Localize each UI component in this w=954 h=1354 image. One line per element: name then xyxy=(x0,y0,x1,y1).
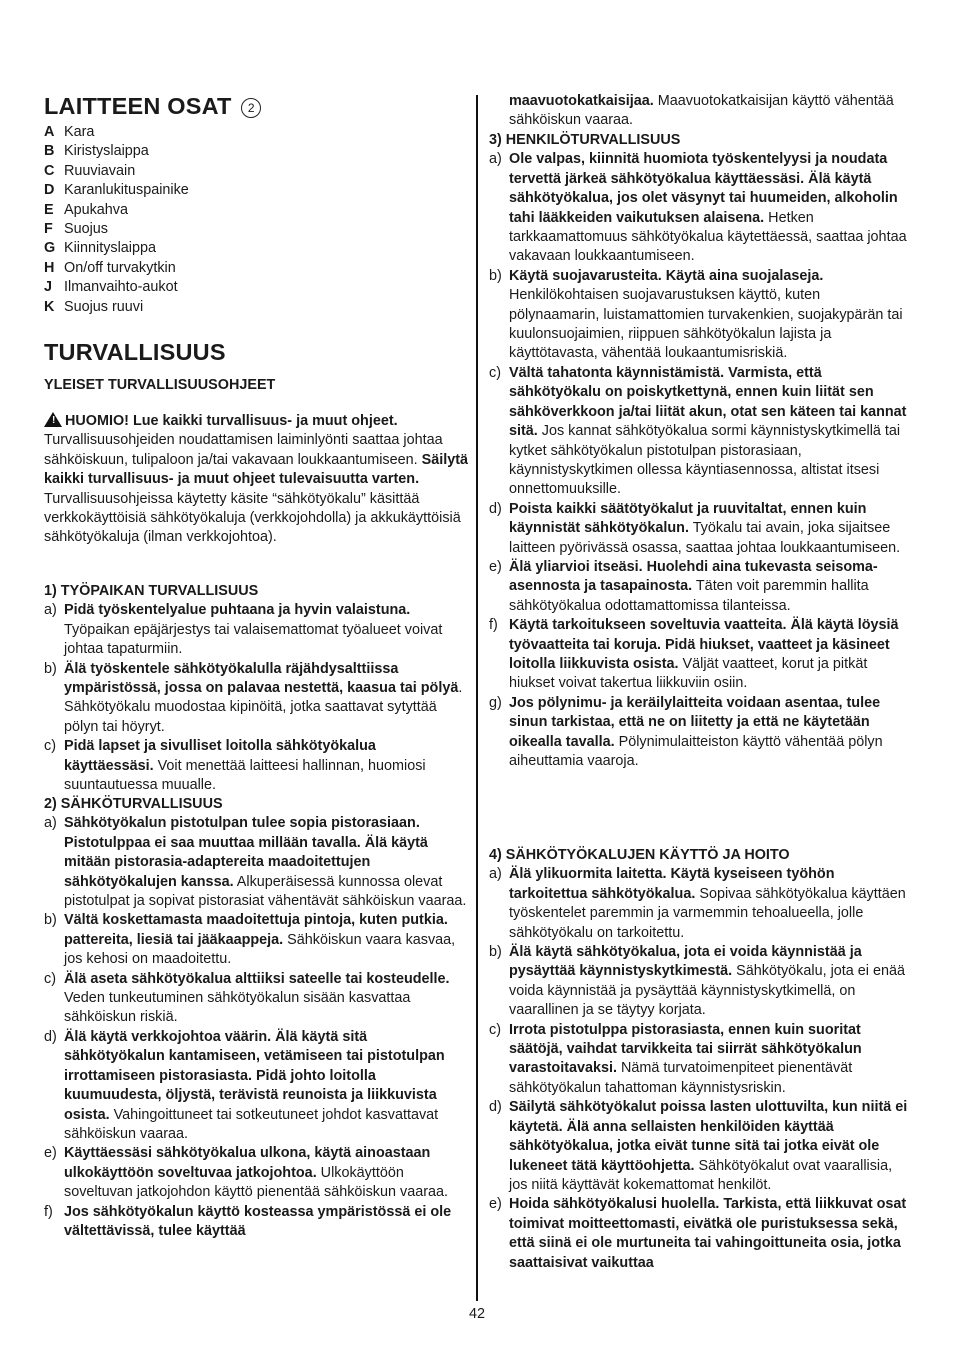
item-bold: Pidä työskentelyalue puhtaana ja hyvin valaistuna. xyxy=(64,602,411,619)
item-plain: Väljät vaatteet, korut ja pitkät hiukset voivat takertua liikkuviin osiin. xyxy=(509,655,868,692)
part-label: Kiristyslaippa xyxy=(64,143,149,160)
item-text xyxy=(64,814,468,911)
item-text xyxy=(64,970,468,1028)
item-bold: Vältä koskettamasta maadoitettuja pintoja, kuten putkia. pattereita, liesiä tai jääkaappeja. xyxy=(64,912,448,948)
item-text xyxy=(509,943,911,1021)
list-item xyxy=(44,1028,468,1144)
part-label: Karanlukituspainike xyxy=(64,182,189,199)
item-letter: f) xyxy=(44,1203,53,1220)
item-bold: Sähkötyökalun pistotulpan tulee sopia pistorasiaan. Pistotulppaa ei saa muuttaa millään tavalla. Älä käytä mitään pistorasia-adaptereita maadoitettujen sähkötyökalujen kanssa. xyxy=(64,815,428,890)
item-letter: b) xyxy=(489,267,502,284)
list-item xyxy=(489,1021,911,1099)
part-label: Kiinnityslaippa xyxy=(64,240,156,257)
part-label: Suojus ruuvi xyxy=(64,298,144,315)
part-item xyxy=(44,278,189,297)
item-letter: a) xyxy=(489,151,502,168)
section-heading: 1) TYÖPAIKAN TURVALLISUUS xyxy=(44,583,259,599)
list-item xyxy=(489,616,911,694)
list-item xyxy=(489,364,911,500)
item-bold: Älä käytä sähkötyökalua, jota ei voida käynnistää ja pysäyttää käynnistyskytkimestä. xyxy=(509,944,862,980)
part-key: B xyxy=(44,143,55,160)
laitteen-title-text: LAITTEEN OSAT xyxy=(44,93,232,119)
list-item xyxy=(489,558,911,616)
item-bold: Säilytä sähkötyökalut poissa lasten ulottuvilta, kun niitä ei käytetä. Älä anna sellaisten henkilöiden käyttää sähkötyökalua, jotka eivät tunne sitä tai jotka eivät ole lukeneet tätä käyttöohjetta. xyxy=(509,1099,908,1174)
item-text xyxy=(64,737,468,795)
list-item xyxy=(489,943,911,1021)
item-letter: e) xyxy=(44,1145,57,1162)
list-item xyxy=(44,970,468,1028)
item-text xyxy=(64,1028,468,1144)
item-bold: Älä käytä verkkojohtoa väärin. Älä käytä sitä sähkötyökalun kantamiseen, vetämiseen tai pistotulpan irrottamiseen pistorasiasta. Pidä johto loitolla kuumuudesta, öljystä, terävistä reunoista ja liikkuvista osista. xyxy=(64,1028,445,1123)
list-item xyxy=(44,660,468,738)
warning-text: Turvallisuusohjeiden noudattamisen laiminlyönti saattaa johtaa sähköiskuun, tulipaloon ja/tai vakavaan loukkaantumiseen. xyxy=(44,432,443,468)
item-bold: Älä ylikuormita laitetta. Käytä kyseiseen työhön tarkoitettua sähkötyökalua. xyxy=(509,866,835,902)
item-bold: Ole valpas, kiinnitä huomiota työskentelyysi ja noudata tervettä järkeä sähkötyökalua käyttäessäsi. Älä käytä sähkötyökalua, jos olet väsynyt tai huumeiden, alkoholin tahi lääkkeiden vaikutuksen alaisena. xyxy=(509,151,898,226)
part-key: A xyxy=(44,124,55,140)
part-key: F xyxy=(44,220,53,237)
item-letter: a) xyxy=(44,602,57,619)
item-bold: Jos pölynimu- ja keräilylaitteita voidaan asentaa, tulee sinun tarkistaa, että ne on liitetty ja että ne käytetään oikealla tavalla. xyxy=(509,694,881,750)
list-item xyxy=(44,911,468,969)
part-item xyxy=(44,181,189,200)
part-item xyxy=(44,142,189,161)
item-text xyxy=(509,267,911,364)
part-key: K xyxy=(44,298,55,315)
warning-icon: ! xyxy=(44,412,62,427)
section-title-turvallisuus: TURVALLISUUS xyxy=(44,339,226,365)
part-item xyxy=(44,220,189,239)
item-text xyxy=(509,616,911,694)
part-key: C xyxy=(44,162,55,179)
item-text xyxy=(509,1098,911,1195)
item-plain: Alkuperäisessä kunnossa olevat pistotulpat ja sopivat pistorasiat vähentävät sähköiskun vaaraa. xyxy=(64,873,467,910)
item-letter: d) xyxy=(489,1099,502,1116)
list-item xyxy=(44,601,468,659)
item-letter: a) xyxy=(489,866,502,883)
item-text xyxy=(509,694,911,772)
part-item xyxy=(44,123,189,142)
item-bold: Käytä suojavarusteita. Käytä aina suojalaseja. xyxy=(509,267,824,284)
item-plain: Pölynimulaitteiston käyttö vähentää pölyn aiheuttamia vaaroja. xyxy=(509,733,883,769)
item-plain: Työkalu tai avain, joka sijaitsee laitteen pyörivässä osassa, saattaa johtaa loukkaantumiseen. xyxy=(509,520,901,556)
part-item xyxy=(44,259,189,278)
item-text xyxy=(64,660,468,738)
continued-bold: maavuotokatkaisijaa. xyxy=(509,93,654,109)
item-plain: Sopivaa sähkötyökalua käyttäen työskentelet paremmin ja varmemmin tehoalueella, jolle sähkötyökalu on tarkoitettu. xyxy=(509,885,906,941)
part-item xyxy=(44,298,189,317)
part-label: Apukahva xyxy=(64,201,129,218)
list-item xyxy=(489,865,911,943)
section-electrical-safety xyxy=(44,795,468,1241)
continued-plain: Maavuotokatkaisijan käyttö vähentää sähköiskun vaaraa. xyxy=(509,93,894,129)
item-text xyxy=(509,500,911,558)
list-item xyxy=(489,694,911,772)
item-text xyxy=(64,911,468,969)
section-tool-use xyxy=(489,846,911,1273)
item-letter: e) xyxy=(489,558,502,575)
item-bold: Irrota pistotulppa pistorasiasta, ennen kuin suoritat säätöjä, vaihdat tarvikkeita tai siirrät sähkötyökalun varastoitavaksi. xyxy=(509,1021,862,1077)
warning-bold: HUOMIO! Lue kaikki turvallisuus- ja muut ohjeet. xyxy=(65,413,398,429)
section-title-laitteen-osat xyxy=(44,92,261,120)
list-item xyxy=(489,500,911,558)
part-item xyxy=(44,201,189,220)
part-key: H xyxy=(44,259,55,276)
section-heading: 4) SÄHKÖTYÖKALUJEN KÄYTTÖ JA HOITO xyxy=(489,847,790,863)
item-letter: d) xyxy=(489,500,502,517)
page-number: 42 xyxy=(468,1306,485,1322)
item-bold: Pidä lapset ja sivulliset loitolla sähkötyökalua käyttäessäsi. xyxy=(64,738,376,774)
item-plain: Voit menettää laitteesi hallinnan, huomiosi suuntautuessa muualle. xyxy=(64,757,426,794)
item-bold: Käytä tarkoitukseen soveltuvia vaatteita. Älä käytä löysiä työvaatteita tai koruja. Pidä hiukset, vaatteet ja käsineet loitolla liikkuvista osista. xyxy=(509,617,899,672)
item-plain: Täten voit paremmin hallita sähkötyökalua odottamattomissa tilanteissa. xyxy=(509,578,869,614)
item-text xyxy=(509,558,911,616)
item-letter: g) xyxy=(489,694,502,711)
item-plain: Jos kannat sähkötyökalua sormi käynnistyskytkimellä tai kytket sähkötyökalun pistotulpan pistorasiaan, käynnistyskytkimen ollessa käyntiasennossa, altistat itsesi onnettomuuksille. xyxy=(509,423,901,498)
item-bold: Poista kaikki säätötyökalut ja ruuvitaltat, ennen kuin käynnistät sähkötyökalun. xyxy=(509,500,867,537)
item-bold: Älä yliarvioi itseäsi. Huolehdi aina tukevasta seisoma-asennosta ja tasapainosta. xyxy=(509,558,878,595)
item-letter: f) xyxy=(489,617,498,634)
parts-list xyxy=(44,123,189,317)
list-item xyxy=(44,1203,468,1242)
list-item xyxy=(44,1144,468,1202)
item-text xyxy=(509,1195,911,1273)
part-label: Ruuviavain xyxy=(64,162,136,179)
warning-text-2: Turvallisuusohjeissa käytetty käsite “sähkötyökalu” käsittää verkkokäyttöisiä sähkötyökaluja (verkkojohdolla) ja akkukäyttöisiä sähkötyökaluja (ilman verkkojohtoa). xyxy=(44,490,461,546)
item-text xyxy=(64,1144,468,1202)
warning-bold-2: Säilytä kaikki turvallisuus- ja muut ohjeet tulevaisuutta varten. xyxy=(44,451,468,488)
list-item xyxy=(489,1195,911,1273)
item-plain: Veden tunkeutuminen sähkötyökalun sisään kasvattaa sähköiskun riskiä. xyxy=(64,990,411,1026)
item-plain: Työpaikan epäjärjestys tai valaisemattomat työalueet voivat johtaa tapaturmiin. xyxy=(64,621,443,658)
item-letter: c) xyxy=(489,1021,501,1038)
part-item xyxy=(44,162,189,181)
item-letter: b) xyxy=(489,944,502,961)
part-key: G xyxy=(44,240,56,257)
item-plain: Henkilökohtaisen suojavarustuksen käyttö, kuten pölynaamarin, luistamattomien turvakenkien, suojakypärän tai kuulonsuojaimien, riippuen sähkötyökalun lajista ja käyttötavasta, vähentää loukaantumisriskiä. xyxy=(509,287,903,362)
section-workplace-safety xyxy=(44,582,468,795)
item-letter: a) xyxy=(44,815,57,832)
item-text xyxy=(64,1203,468,1242)
item-letter: c) xyxy=(44,970,56,987)
part-key: D xyxy=(44,182,55,199)
item-letter: d) xyxy=(44,1028,57,1045)
item-letter: c) xyxy=(44,738,56,755)
section-heading: 2) SÄHKÖTURVALLISUUS xyxy=(44,796,223,812)
item-text xyxy=(64,601,468,659)
item-bold: Jos sähkötyökalun käyttö kosteassa ympäristössä ei ole vältettävissä, tulee käyttää xyxy=(64,1203,452,1239)
part-key: J xyxy=(44,279,53,296)
column-divider xyxy=(476,95,478,1301)
warning-paragraph xyxy=(44,412,468,548)
item-letter: c) xyxy=(489,364,501,381)
list-item xyxy=(44,737,468,795)
section-personal-safety xyxy=(489,131,911,771)
general-safety-heading: YLEISET TURVALLISUUSOHJEET xyxy=(44,377,276,393)
list-item xyxy=(489,150,911,266)
item-plain: Sähkötyökalut ovat vaarallisia, jos niitä käyttävät kokemattomat henkilöt. xyxy=(509,1157,893,1193)
part-label: Suojus xyxy=(64,220,109,237)
figure-reference: 2 xyxy=(241,98,261,118)
part-label: Ilmanvaihto-aukot xyxy=(64,279,178,296)
item-text xyxy=(509,1021,911,1099)
part-label: On/off turvakytkin xyxy=(64,259,176,276)
continued-text xyxy=(489,92,911,131)
item-letter: b) xyxy=(44,912,57,929)
list-item xyxy=(489,1098,911,1195)
item-letter: e) xyxy=(489,1196,502,1213)
item-plain: Sähköiskun vaara kasvaa, jos kehosi on maadoitettu. xyxy=(64,931,456,968)
item-plain: Hetken tarkkaamattomuus sähkötyökalua käytettäessä, saattaa johtaa vakavaan loukkaantumiseen. xyxy=(509,209,907,265)
part-item xyxy=(44,239,189,258)
item-bold: Vältä tahatonta käynnistämistä. Varmista, että sähkötyökalu on poiskytkettynä, ennen kuin liität sen sähköverkkoon ja/tai liität akun, otat sen käteen tai kannat sitä. xyxy=(509,364,907,440)
list-item xyxy=(489,267,911,364)
part-label: Kara xyxy=(64,124,95,140)
list-item xyxy=(44,814,468,911)
item-plain: Ulkokäyttöön soveltuvan jatkojohdon käyttö pienentää sähköiskun vaaraa. xyxy=(64,1164,449,1201)
item-text xyxy=(509,865,911,943)
item-bold: Hoida sähkötyökalusi huolella. Tarkista, että liikkuvat osat toimivat moitteettomasti, eivätkä ole puristuksessa sekä, että siinä ei ole murtuneita tai vahingoittuneita osia, jotka saattaisivat vaikuttaa xyxy=(509,1196,907,1271)
part-key: E xyxy=(44,201,54,218)
item-plain: Nämä turvatoimenpiteet pienentävät sähkötyökalun tahattoman käynnistysriskin. xyxy=(509,1060,853,1096)
item-text xyxy=(509,150,911,266)
item-plain: Sähkötyökalu, jota ei enää voida käynnistää ja pysäyttää käynnistyskytkimellä, on vaarallinen ja se täytyy korjata. xyxy=(509,963,905,1019)
item-plain: Vahingoittuneet tai sotkeutuneet johdot kasvattavat sähköiskun vaaraa. xyxy=(64,1106,439,1142)
section-heading: 3) HENKILÖTURVALLISUUS xyxy=(489,132,681,148)
item-letter: b) xyxy=(44,660,57,677)
item-plain: . Sähkötyökalu muodostaa kipinöitä, jotka saattavat sytyttää pölyn tai höyryt. xyxy=(64,680,463,735)
item-bold: Älä työskentele sähkötyökalulla räjähdysalttiissa ympäristössä, jossa on palavaa nestettä, kaasua tai pölyä xyxy=(64,660,459,697)
item-text xyxy=(509,364,911,500)
item-bold: Käyttäessäsi sähkötyökalua ulkona, käytä ainoastaan ulkokäyttöön soveltuvaa jatkojohtoa. xyxy=(64,1145,431,1181)
item-bold: Älä aseta sähkötyökalua alttiiksi sateelle tai kosteudelle. xyxy=(64,970,450,987)
